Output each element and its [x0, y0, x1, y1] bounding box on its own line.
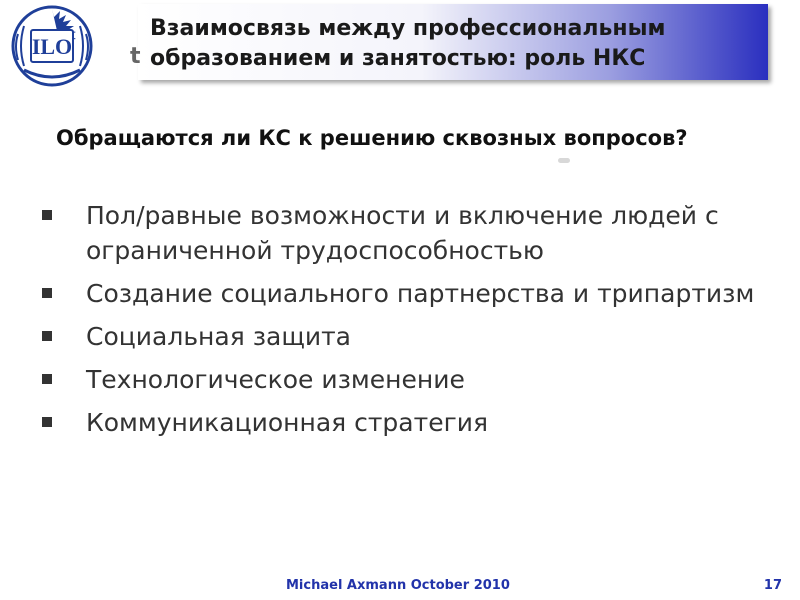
list-item	[40, 405, 770, 440]
title-line-1: Взаимосвязь между профессиональным	[150, 16, 666, 41]
bullet-square-icon	[42, 331, 52, 341]
title-line-2: образованием и занятостью: роль НКС	[150, 46, 646, 71]
decorative-mark	[558, 158, 570, 163]
svg-text:ILO: ILO	[31, 34, 73, 59]
list-item	[40, 362, 770, 397]
page-number: 17	[763, 578, 782, 593]
section-question: Обращаются ли КС к решению сквозных вопросов?	[56, 126, 688, 150]
bullet-square-icon	[42, 417, 52, 427]
footer-author-date: Michael Axmann October 2010	[286, 578, 510, 593]
list-item	[40, 319, 770, 354]
title-glyph: t	[130, 44, 141, 69]
bullet-square-icon	[42, 288, 52, 298]
bullet-text: Создание социального партнерства и трипартизм	[86, 279, 755, 308]
ilo-emblem-icon	[4, 4, 100, 88]
bullet-square-icon	[42, 374, 52, 384]
list-item	[40, 198, 770, 268]
bullet-text: Пол/равные возможности и включение людей с ограниченной трудоспособностью	[86, 201, 719, 265]
ilo-logo	[4, 4, 100, 88]
list-item	[40, 276, 770, 311]
slide-title-banner	[138, 4, 768, 80]
bullet-text: Технологическое изменение	[86, 365, 465, 394]
bullet-text: Коммуникационная стратегия	[86, 408, 488, 437]
bullet-square-icon	[42, 210, 52, 220]
bullet-list	[40, 198, 770, 448]
bullet-text: Социальная защита	[86, 322, 351, 351]
